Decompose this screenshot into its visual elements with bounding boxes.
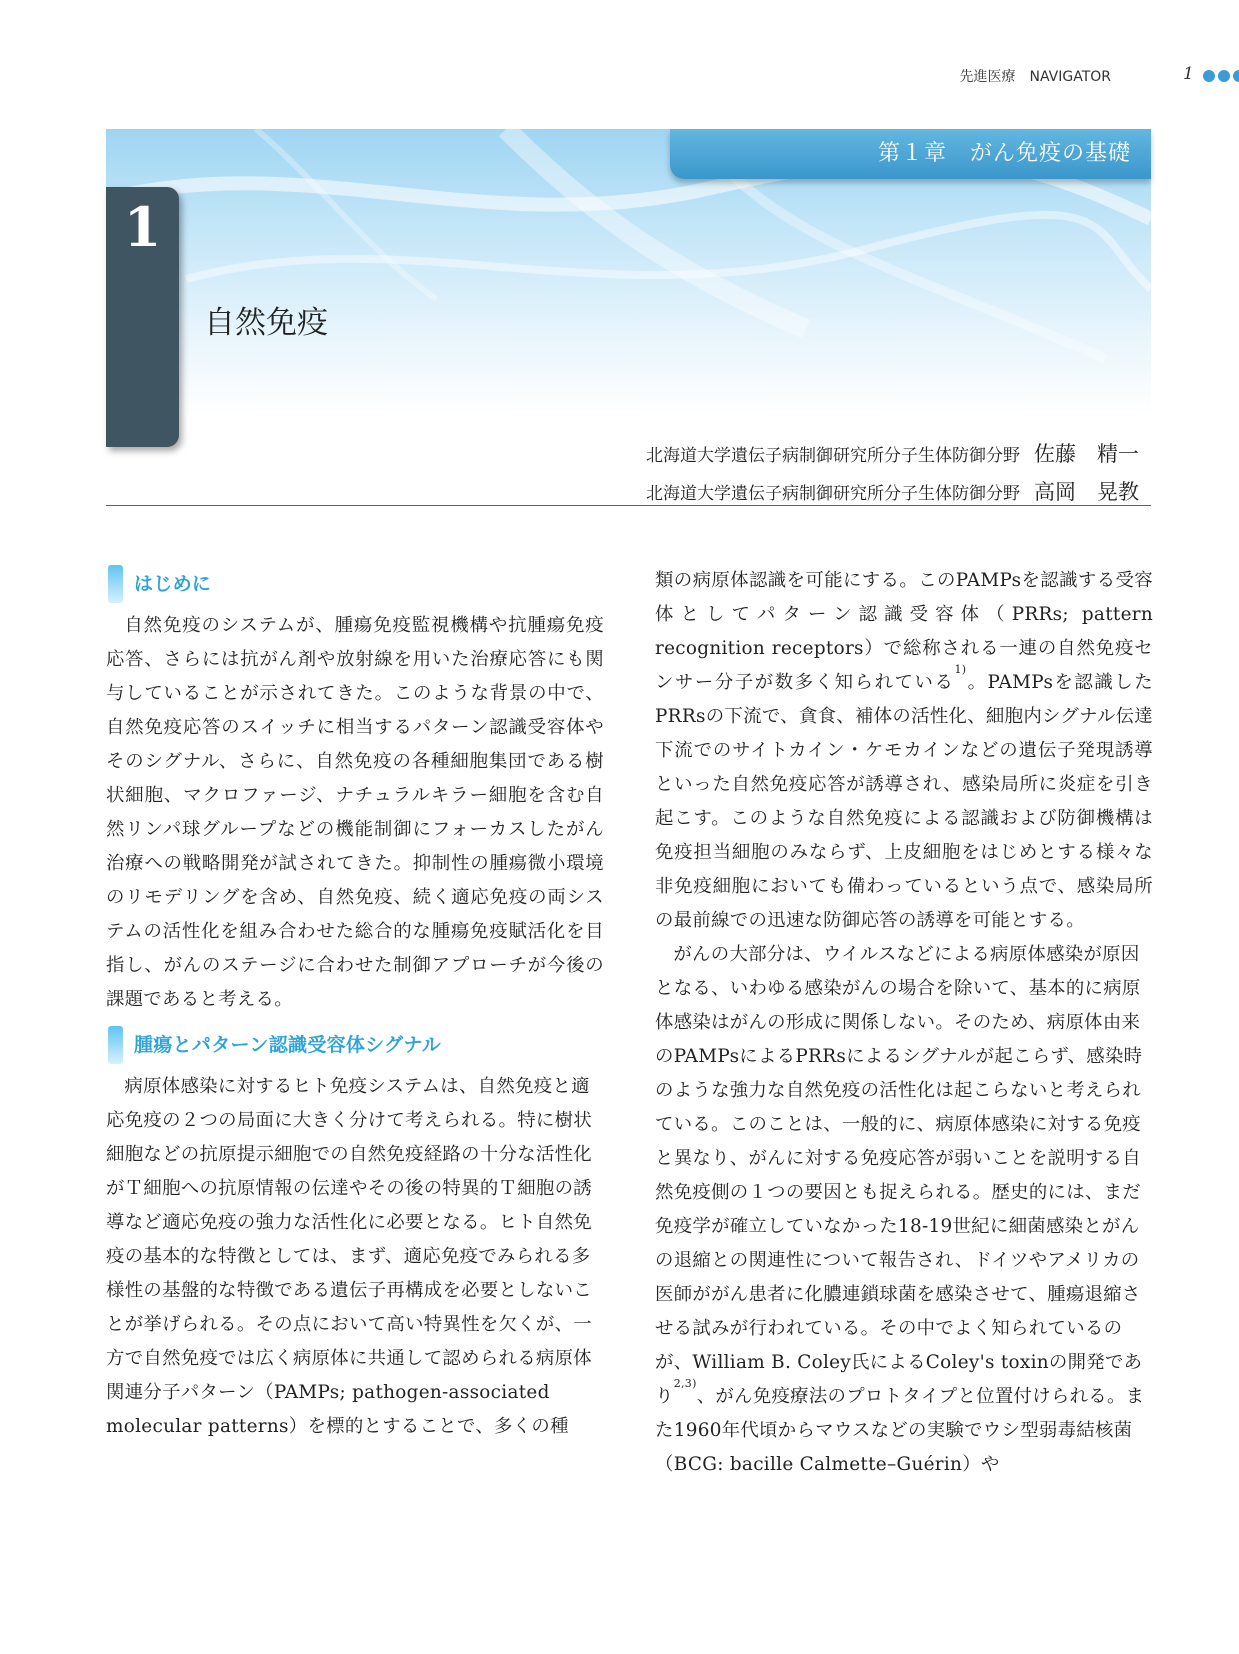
paragraph [655, 564, 1153, 938]
header-divider [106, 505, 1151, 506]
paragraph-text: 、がん免疫療法のプロトタイプと位置付けられる。また1960年代頃からマウスなどの実験でウシ型弱毒結核菌（BCG: bacille Calmette–Guérin）や [655, 1386, 1145, 1475]
paragraph [655, 938, 1153, 1482]
right-column [655, 564, 1153, 1482]
heading-marker [108, 565, 123, 603]
heading-marker [108, 1026, 123, 1064]
paragraph-text: がんの大部分は、ウイルスなどによる病原体感染が原因となる、いわゆる感染がんの場合を除いて、基本的に病原体感染はがんの形成に関係しない。そのため、病原体由来のPAMPsによるPRRsによるシグナルが起こらず、感染時のような強力な自然免疫の活性化は起こらないと考えられている。このことは、一般的に、病原体感染に対する免疫と異なり、がんに対する免疫応答が弱いことを説明する自然免疫側の１つの要因とも捉えられる。歴史的には、まだ免疫学が確立していなかった18-19世紀に細菌感染とがんの退縮との関連性について報告され、ドイツやアメリカの医師ががん患者に化膿連鎖球菌を感染させて、腫瘍退縮させる試みが行われている。その中でよく知られているのが、William B. Coley氏によるColey's toxinの開発であり [655, 944, 1143, 1407]
reference-marker: 2,3) [673, 1377, 697, 1390]
author-block [646, 436, 1139, 512]
author-line [646, 436, 1139, 474]
section-heading-text: 腫瘍とパターン認識受容体シグナル [134, 1034, 442, 1056]
author-name: 佐藤 精一 [1034, 442, 1139, 466]
section-number: 1 [123, 195, 162, 259]
decorative-dots [1203, 70, 1239, 84]
reference-marker: 1) [954, 663, 967, 676]
paragraph-text: 。PAMPsを認識したPRRsの下流で、貪食、補体の活性化、細胞内シグナル伝達下流でのサイトカイン・ケモカインなどの遺伝子発現誘導といった自然免疫応答が誘導され、感染局所に炎症を引き起こす。このような自然免疫による認識および防御機構は免疫担当細胞のみならず、上皮細胞をはじめとする様々な非免疫細胞においても備わっているという点で、感染局所の最前線での迅速な防御応答の誘導を可能とする。 [655, 672, 1153, 931]
author-line [646, 474, 1139, 512]
author-name: 高岡 晃教 [1034, 480, 1139, 504]
chapter-label: 第１章 がん免疫の基礎 [670, 129, 1151, 179]
page-title: 自然免疫 [204, 305, 328, 341]
paragraph: 病原体感染に対するヒト免疫システムは、自然免疫と適応免疫の２つの局面に大きく分けて考えられる。特に樹状細胞などの抗原提示細胞での自然免疫経路の十分な活性化がＴ細胞への抗原情報の伝達やその後の特異的Ｔ細胞の誘導など適応免疫の強力な活性化に必要となる。ヒト自然免疫の基本的な特徴としては、まず、適応免疫でみられる多様性の基盤的な特徴である遺伝子再構成を必要としないことが挙げられる。その点において高い特異性を欠くが、一方で自然免疫では広く病原体に共通して認められる病原体関連分子パターン（PAMPs; pathogen-associated molecular patterns）を標的とすることで、多くの種 [106, 1076, 592, 1437]
author-affiliation: 北海道大学遺伝子病制御研究所分子生体防御分野 [646, 484, 1020, 504]
running-head: 先進医療 NAVIGATOR [959, 69, 1111, 85]
section-heading-text: はじめに [134, 573, 212, 595]
paragraph: 自然免疫のシステムが、腫瘍免疫監視機構や抗腫瘍免疫応答、さらには抗がん剤や放射線を用いた治療応答にも関与していることが示されてきた。このような背景の中で、自然免疫応答のスイッチに相当するパターン認識受容体やそのシグナル、さらに、自然免疫の各種細胞集団である樹状細胞、マクロファージ、ナチュラルキラー細胞を含む自然リンパ球グループなどの機能制御にフォーカスしたがん治療への戦略開発が試されてきた。抑制性の腫瘍微小環境のリモデリングを含め、自然免疫、続く適応免疫の両システムの活性化を組み合わせた総合的な腫瘍免疫賦活化を目指し、がんのステージに合わせた制御アプローチが今後の課題であると考える。 [106, 615, 604, 1010]
section-number-block [106, 187, 179, 447]
section-heading-intro [106, 561, 604, 607]
left-column [106, 561, 604, 1444]
page-number: 1 [1183, 64, 1194, 84]
section-heading-tumor [106, 1022, 604, 1068]
paragraph-text: 類の病原体認識を可能にする。このPAMPsを認識する受容体としてパターン認識受容体（PRRs; pattern recognition receptors）で総称される一連の自然免疫センサー分子が数多く知られている [655, 570, 1153, 693]
author-affiliation: 北海道大学遺伝子病制御研究所分子生体防御分野 [646, 446, 1020, 466]
